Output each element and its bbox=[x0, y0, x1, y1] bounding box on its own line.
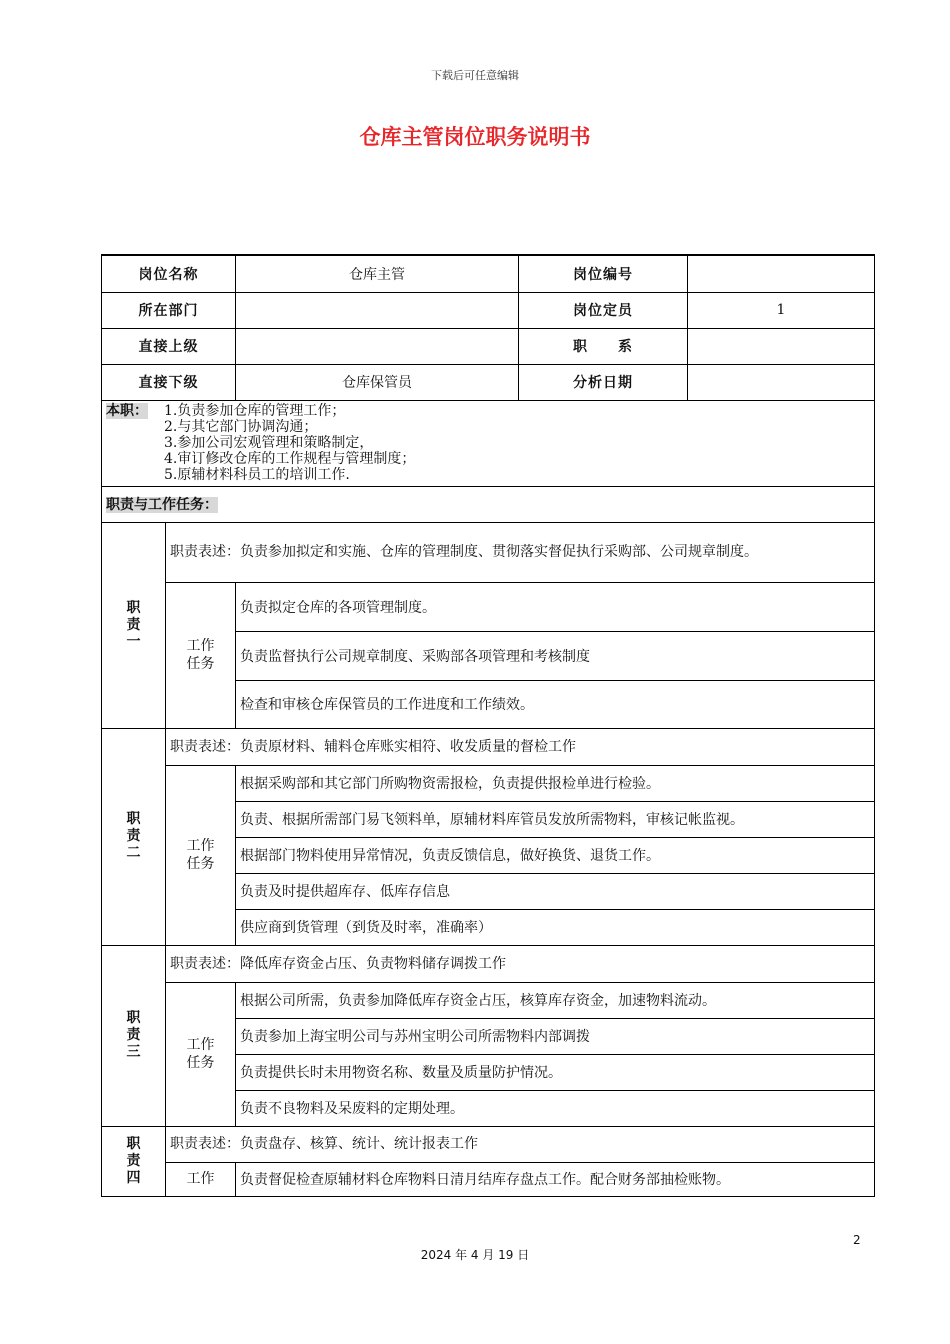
duty-2-label: 职 责 二 bbox=[102, 728, 166, 945]
section-label: 职责与工作任务： bbox=[106, 497, 218, 513]
superior-value bbox=[236, 328, 519, 364]
info-row bbox=[102, 364, 875, 400]
list-item: 2.与其它部门协调沟通； bbox=[164, 418, 318, 435]
duty-2-description: 职责表述：负责原材料、辅料仓库账实相符、收发质量的督检工作 bbox=[166, 728, 875, 765]
duty-3-description: 职责表述：降低库存资金占压、负责物料储存调拨工作 bbox=[166, 945, 875, 982]
task-item: 检查和审核仓库保管员的工作进度和工作绩效。 bbox=[236, 680, 875, 728]
main-duty-row bbox=[102, 400, 875, 486]
section-cell bbox=[102, 486, 875, 522]
info-row bbox=[102, 292, 875, 328]
department-label: 所在部门 bbox=[102, 292, 236, 328]
task-item: 负责参加上海宝明公司与苏州宝明公司所需物料内部调拨 bbox=[236, 1018, 875, 1054]
headcount-label: 岗位定员 bbox=[519, 292, 688, 328]
duty-1-label: 职 责 一 bbox=[102, 522, 166, 728]
superior-label: 直接上级 bbox=[102, 328, 236, 364]
task-item: 负责及时提供超库存、低库存信息 bbox=[236, 873, 875, 909]
task-label: 工作 任务 bbox=[166, 982, 236, 1126]
task-item: 负责督促检查原辅材料仓库物料日清月结库存盘点工作。配合财务部抽检账物。 bbox=[236, 1162, 875, 1196]
task-item: 根据部门物料使用异常情况，负责反馈信息，做好换货、退货工作。 bbox=[236, 837, 875, 873]
job-name-label: 岗位名称 bbox=[102, 255, 236, 292]
footer-date: 2024 年 4 月 19 日 bbox=[420, 1248, 530, 1262]
task-item: 负责监督执行公司规章制度、采购部各项管理和考核制度 bbox=[236, 631, 875, 680]
task-row bbox=[102, 765, 875, 801]
job-family-label: 职 系 bbox=[519, 328, 688, 364]
job-name-value: 仓库主管 bbox=[236, 255, 519, 292]
task-item: 根据公司所需，负责参加降低库存资金占压，核算库存资金，加速物料流动。 bbox=[236, 982, 875, 1018]
task-label: 工作 任务 bbox=[166, 765, 236, 945]
info-row bbox=[102, 255, 875, 292]
analysis-date-label: 分析日期 bbox=[519, 364, 688, 400]
task-item: 根据采购部和其它部门所购物资需报检，负责提供报检单进行检验。 bbox=[236, 765, 875, 801]
duty-description-row bbox=[102, 728, 875, 765]
main-duty-list bbox=[164, 403, 415, 483]
header-note: 下载后可任意编辑 bbox=[431, 69, 519, 82]
section-row bbox=[102, 486, 875, 522]
duty-description-row bbox=[102, 1126, 875, 1162]
job-code-label: 岗位编号 bbox=[519, 255, 688, 292]
department-value bbox=[236, 292, 519, 328]
job-code-value bbox=[688, 255, 875, 292]
task-row bbox=[102, 982, 875, 1018]
duty-description-row bbox=[102, 945, 875, 982]
task-row bbox=[102, 1162, 875, 1196]
duty-3-label: 职 责 三 bbox=[102, 945, 166, 1126]
analysis-date-value bbox=[688, 364, 875, 400]
list-item: 4.审订修改仓库的工作规程与管理制度； bbox=[164, 450, 416, 467]
duty-description-row bbox=[102, 522, 875, 582]
list-item: 5.原辅材料科员工的培训工作. bbox=[164, 466, 350, 483]
list-item: 1.负责参加仓库的管理工作； bbox=[164, 402, 346, 419]
job-family-value bbox=[688, 328, 875, 364]
task-item: 负责提供长时未用物资名称、数量及质量防护情况。 bbox=[236, 1054, 875, 1090]
info-row bbox=[102, 328, 875, 364]
subordinate-label: 直接下级 bbox=[102, 364, 236, 400]
document-title: 仓库主管岗位职务说明书 bbox=[359, 125, 591, 149]
task-label: 工作 bbox=[166, 1162, 236, 1196]
task-item: 负责、根据所需部门易飞领料单，原辅材料库管员发放所需物料，审核记帐监视。 bbox=[236, 801, 875, 837]
duty-1-description: 职责表述：负责参加拟定和实施、仓库的管理制度、贯彻落实督促执行采购部、公司规章制度。 bbox=[166, 522, 875, 582]
main-duty-label: 本职： bbox=[106, 402, 148, 419]
task-item: 负责不良物料及呆废料的定期处理。 bbox=[236, 1090, 875, 1126]
job-description-table bbox=[101, 254, 875, 1197]
task-label: 工作 任务 bbox=[166, 582, 236, 728]
page-number: 2 bbox=[853, 1233, 861, 1247]
duty-4-description: 职责表述：负责盘存、核算、统计、统计报表工作 bbox=[166, 1126, 875, 1162]
headcount-value: 1 bbox=[688, 292, 875, 328]
duty-4-label: 职 责 四 bbox=[102, 1126, 166, 1196]
task-item: 供应商到货管理（到货及时率，准确率） bbox=[236, 909, 875, 945]
list-item: 3.参加公司宏观管理和策略制定， bbox=[164, 434, 374, 451]
task-row bbox=[102, 582, 875, 631]
subordinate-value: 仓库保管员 bbox=[236, 364, 519, 400]
main-duty-cell bbox=[102, 400, 875, 486]
task-item: 负责拟定仓库的各项管理制度。 bbox=[236, 582, 875, 631]
